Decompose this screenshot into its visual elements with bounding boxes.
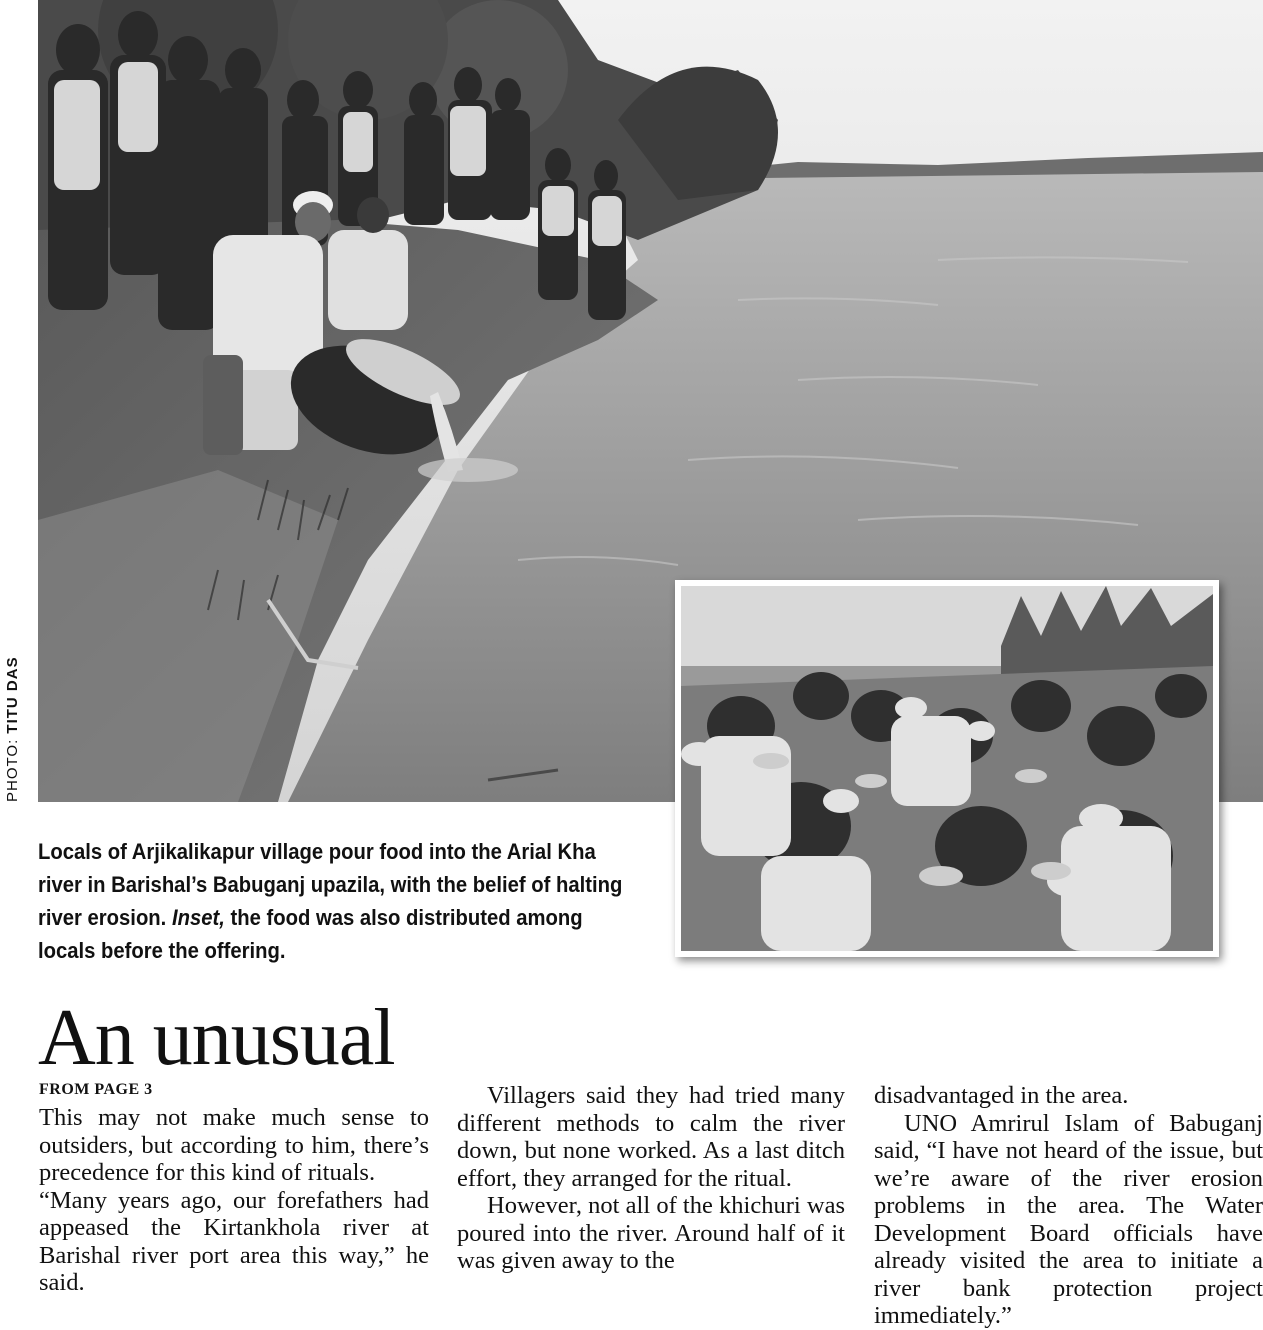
photo-caption — [38, 835, 632, 967]
paragraph: This may not make much sense to outsiders, but according to him, there’s precedence for this kind of rituals. — [39, 1104, 429, 1186]
paragraph: However, not all of the khichuri was poured into the river. Around half of it was given away to the — [457, 1192, 845, 1274]
paragraph: UNO Amrirul Islam of Babuganj said, “I have not heard of the issue, but we’re aware of the river erosion problems in the area. The Water Development Board officials have already visited the area to initiate a river bank protection project immediately.” — [874, 1109, 1263, 1329]
paragraph: Villagers said they had tried many different methods to calm the river down, but none worked. As a last ditch effort, they arranged for the ritual. — [457, 1082, 845, 1192]
jump-line: FROM PAGE 3 — [39, 1081, 153, 1098]
headline: An unusual — [38, 994, 395, 1082]
caption-text: Locals of Arjikalikapur village pour food into the Arial Kha river in Barishal’s Babuganj upazila, with the belief of halting river erosion. — [38, 839, 623, 930]
photo-credit: PHOTO: TITU DAS — [4, 656, 21, 802]
article-column-3 — [874, 1082, 1263, 1330]
inset-photo — [675, 580, 1219, 957]
caption-inset-label: Inset, — [171, 905, 225, 930]
caption-text-cont: the food was also distributed among locals before the offering. — [38, 905, 583, 963]
article-column-1 — [39, 1104, 429, 1297]
paragraph: disadvantaged in the area. — [874, 1082, 1129, 1109]
food-distribution-photo — [681, 586, 1213, 951]
paragraph: “Many years ago, our forefathers had appeased the Kirtankhola river at Barishal river port area this way,” he said. — [39, 1186, 429, 1296]
article-column-2 — [457, 1082, 845, 1275]
